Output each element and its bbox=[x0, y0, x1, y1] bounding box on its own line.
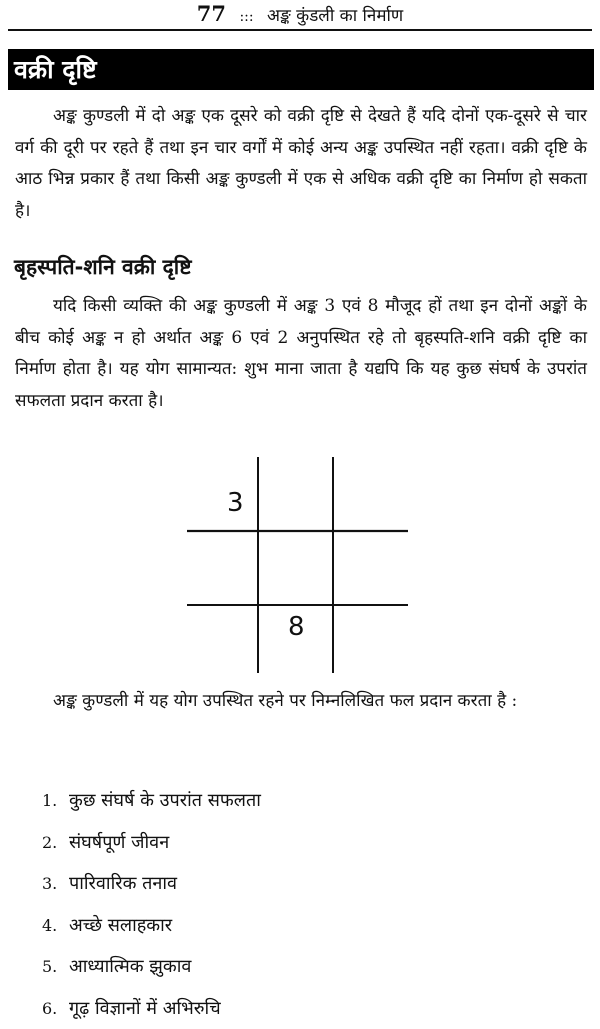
intro-paragraph bbox=[15, 101, 587, 227]
section-heading: वक्री दृष्टि bbox=[8, 49, 594, 90]
list-number: 3. bbox=[42, 863, 69, 905]
grid-cell-bottom-middle: 8 bbox=[288, 612, 305, 642]
list-item bbox=[42, 946, 261, 988]
results-intro bbox=[15, 686, 587, 718]
list-text: आध्यात्मिक झुकाव bbox=[69, 956, 191, 977]
list-item bbox=[42, 822, 261, 864]
header-separator: ::: bbox=[239, 9, 253, 25]
list-number: 4. bbox=[42, 905, 69, 947]
subsection-paragraph-text: यदि किसी व्यक्ति की अङ्क कुण्डली में अङ्क 3 एवं 8 मौजूद हों तथा इन दोनों अङ्कों के बीच कोई अङ्क न हो अर्थात अङ्क 6 एवं 2 अनुपस्थित रहे तो बृहस्पति-शनि वक्री दृष्टि का निर्माण होता है। यह योग सामान्यत: शुभ माना जाता है यद्यपि कि यह कुछ संघर्ष के उपरांत सफलता प्रदान करता है। bbox=[15, 296, 587, 411]
list-text: संघर्षपूर्ण जीवन bbox=[69, 832, 169, 853]
list-item bbox=[42, 988, 261, 1029]
grid-cell-top-left: 3 bbox=[227, 488, 244, 518]
list-item bbox=[42, 905, 261, 947]
list-text: अच्छे सलाहकार bbox=[69, 915, 172, 936]
page-number: 77 bbox=[197, 1, 226, 26]
list-number: 6. bbox=[42, 988, 69, 1029]
header-rule bbox=[8, 29, 592, 31]
results-intro-text: अङ्क कुण्डली में यह योग उपस्थित रहने पर निम्नलिखित फल प्रदान करता है : bbox=[53, 691, 517, 711]
list-text: कुछ संघर्ष के उपरांत सफलता bbox=[69, 790, 261, 811]
list-number: 2. bbox=[42, 822, 69, 864]
results-list bbox=[42, 780, 261, 1029]
intro-paragraph-text: अङ्क कुण्डली में दो अङ्क एक दूसरे को वक्री दृष्टि से देखते हैं यदि दोनों एक-दूसरे से चार वर्ग की दूरी पर रहते हैं तथा इन चार वर्गों में कोई अन्य अङ्क उपस्थित नहीं रहता। वक्री दृष्टि के आठ भिन्न प्रकार हैं तथा किसी अङ्क कुण्डली में एक से अधिक वक्री दृष्टि का निर्माण हो सकता है। bbox=[15, 106, 587, 221]
list-number: 1. bbox=[42, 780, 69, 822]
list-text: पारिवारिक तनाव bbox=[69, 873, 177, 894]
list-text: गूढ़ विज्ञानों में अभिरुचि bbox=[69, 998, 221, 1019]
list-number: 5. bbox=[42, 946, 69, 988]
list-item bbox=[42, 863, 261, 905]
list-item bbox=[42, 780, 261, 822]
running-header bbox=[0, 0, 600, 28]
subsection-paragraph bbox=[15, 291, 587, 417]
subsection-heading: बृहस्पति-शनि वक्री दृष्टि bbox=[14, 253, 191, 281]
running-title: अङ्क कुंडली का निर्माण bbox=[267, 6, 403, 26]
